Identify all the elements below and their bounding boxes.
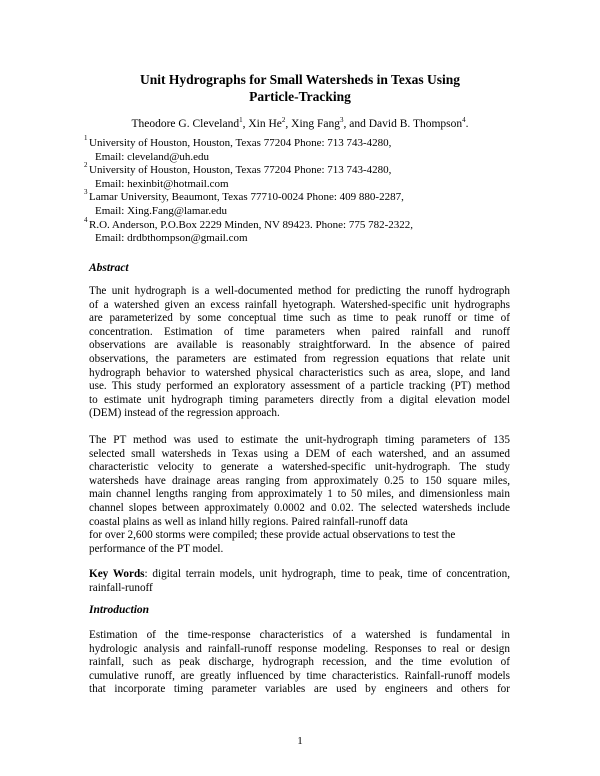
author-sep: , and <box>343 118 369 130</box>
affiliation-email: Email: drdbthompson@gmail.com <box>95 232 248 245</box>
paragraph-line: channel slopes between approximately 0.0002 and 0.02. The selected watersheds include <box>89 501 510 514</box>
author-name: David B. Thompson <box>368 118 463 130</box>
author-name: Theodore G. Cleveland <box>131 118 240 130</box>
paragraph-line: cumulative runoff, are greatly influenced by time characteristics. Rainfall-runoff models <box>89 669 510 682</box>
affiliation <box>84 161 413 178</box>
paragraph-line: observations, the parameters are estimated from regression equations that relate unit <box>89 352 510 365</box>
paragraph-line: use. This study performed an exploratory assessment of a particle tracking (PT) method <box>89 380 510 393</box>
paragraph-line: Estimation of the time-response characteristics of a watershed is fundamental in <box>89 629 510 641</box>
paragraph-line: for over 2,600 storms were compiled; these provide actual observations to test the <box>89 529 456 542</box>
title-line-2: Particle-Tracking <box>249 89 351 104</box>
paragraph-line: The PT method was used to estimate the unit-hydrograph timing parameters of 135 <box>89 434 510 446</box>
affiliation-sup: 3 <box>84 188 88 197</box>
keywords-line-1 <box>89 567 510 581</box>
paragraph-line: hydrologic analysis and rainfall-runoff response modeling. Responses to real or design <box>89 642 510 655</box>
abstract-heading: Abstract <box>89 262 129 274</box>
paragraph-line: that incorporate timing parameter variables are used by engineers and others for <box>89 683 510 696</box>
page-number: 1 <box>297 735 303 747</box>
affiliation-address: University of Houston, Houston, Texas 77204 Phone: 713 743-4280, <box>89 137 392 149</box>
paragraph-line: performance of the PT model. <box>89 542 224 555</box>
keywords-line-2: rainfall-runoff <box>89 582 153 594</box>
affiliation-sup: 1 <box>84 134 88 142</box>
author-sep: , <box>242 118 249 130</box>
paragraph-line: coastal plains as well as inland hilly regions. Paired rainfall-runoff data <box>89 515 408 528</box>
author-sup: 4 <box>462 116 466 124</box>
paragraph-line: are parameterized by some conceptual time such as time to peak runoff or time of <box>89 312 510 325</box>
affiliation-address: R.O. Anderson, P.O.Box 2229 Minden, NV 89423. Phone: 775 782-2322, <box>89 218 414 231</box>
paragraph-line: rainfall, such as peak discharge, hydrograph recession, and the time evolution of <box>89 656 510 669</box>
title-line-1: Unit Hydrographs for Small Watersheds in Texas Using <box>140 72 460 87</box>
affiliation-email: Email: hexinbit@hotmail.com <box>95 177 229 190</box>
paragraph-line: to estimate unit hydrograph timing parameters directly from a digital elevation model <box>89 393 510 406</box>
introduction-paragraph-1 <box>89 629 510 697</box>
affiliation-email: Email: cleveland@uh.edu <box>95 150 209 163</box>
paragraph-line: characteristic velocity to generate a watershed-specific unit-hydrograph. The study <box>89 461 510 474</box>
author-sup: 1 <box>239 116 243 124</box>
keywords-text: : digital terrain models, unit hydrograph, time to peak, time of concentration, <box>144 568 510 580</box>
author-sep: , <box>285 118 292 130</box>
affiliation <box>84 188 413 205</box>
paragraph-line: concentration. Estimation of time parameters when paired rainfall and runoff <box>89 325 510 338</box>
author-name: Xin He <box>248 118 282 130</box>
affiliation-sup: 4 <box>84 215 88 224</box>
affiliation-email: Email: Xing.Fang@lamar.edu <box>95 204 228 217</box>
affiliation-sup: 2 <box>84 161 88 170</box>
keywords-label: Key Words <box>89 568 145 580</box>
affiliation <box>84 134 413 151</box>
author-sup: 3 <box>340 116 344 124</box>
affiliation-address: Lamar University, Beaumont, Texas 77710-0024 Phone: 409 880-2287, <box>89 191 404 204</box>
introduction-heading: Introduction <box>89 604 150 616</box>
paragraph-line: (DEM) instead of the regression approach. <box>89 407 280 420</box>
paragraph-line: selected small watersheds in Texas using a DEM of each watershed, and an assumed <box>89 447 510 460</box>
author-list <box>0 117 600 131</box>
paragraph-line: of a watershed given an excess rainfall hyetograph. Watershed-specific unit hydrographs <box>89 298 510 311</box>
paragraph-line: The unit hydrograph is a well-documented method for predicting the runoff hydrograph <box>89 285 510 297</box>
paragraph-line: main channel lengths ranging from approximately 1 to 50 miles, and dimensionless main <box>89 488 510 501</box>
paragraph-line: hydrograph behavior to watershed physical characteristics such as area, slope, and land <box>89 366 510 379</box>
author-sep: . <box>465 118 469 130</box>
affiliation-address: University of Houston, Houston, Texas 77204 Phone: 713 743-4280, <box>89 164 392 177</box>
abstract-paragraph-1 <box>89 285 510 421</box>
affiliation <box>84 215 414 233</box>
paragraph-line: watersheds have drainage areas ranging from approximately 0.25 to 150 square miles, <box>89 474 510 487</box>
paper-title <box>0 71 600 105</box>
author-sup: 2 <box>281 116 286 124</box>
keywords <box>89 567 510 595</box>
abstract-paragraph-2 <box>89 434 510 556</box>
affiliation-list <box>84 134 414 246</box>
paragraph-line: observations are available is reasonably straightforward. In the absence of paired <box>89 339 510 352</box>
author-name: Xing Fang <box>291 118 341 130</box>
